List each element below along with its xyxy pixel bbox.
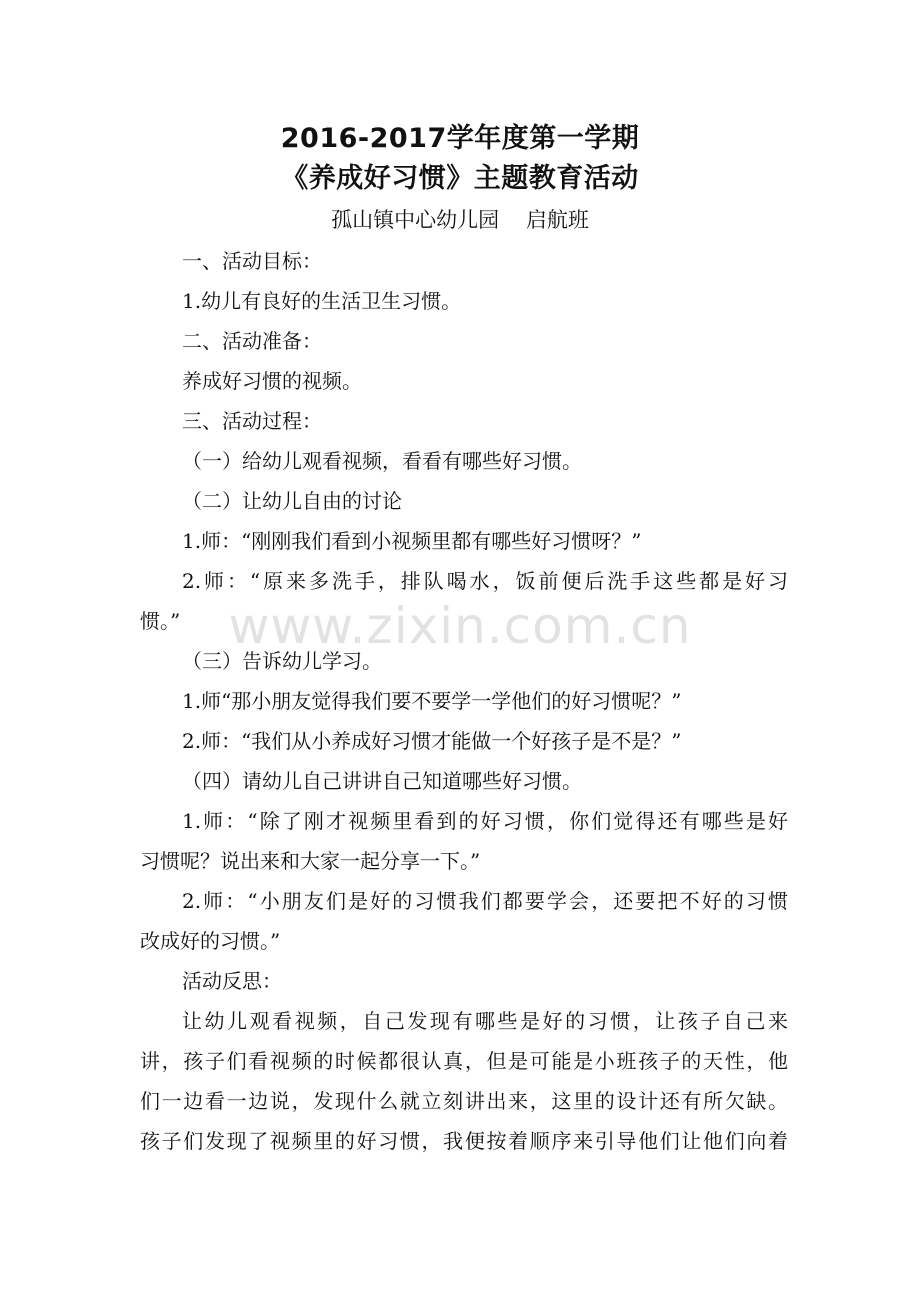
teacher-quote: 2.师：“小朋友们是好的习惯我们都要学会，还要把不好的习惯 xyxy=(182,889,788,913)
teacher-quote: 1.师：“除了刚才视频里看到的好习惯，你们觉得还有哪些是好 xyxy=(182,809,788,833)
preparation-item: 养成好习惯的视频。 xyxy=(182,369,362,393)
title-line-2: 《养成好习惯》主题教育活动 xyxy=(281,163,639,194)
reflection-paragraph-line: 让幼儿观看视频，自己发现有哪些是好的习惯，让孩子自己来 xyxy=(182,1009,788,1033)
process-step-3: （三）告诉幼儿学习。 xyxy=(182,649,382,673)
reflection-paragraph-line: 们一边看一边说，发现什么就立刻讲出来，这里的设计还有所欠缺。 xyxy=(140,1089,788,1113)
section-heading-reflection: 活动反思： xyxy=(182,969,282,993)
reflection-paragraph-line: 孩子们发现了视频里的好习惯，我便按着顺序来引导他们让他们向着 xyxy=(140,1129,788,1153)
reflection-paragraph-line: 讲，孩子们看视频的时候都很认真，但是可能是小班孩子的天性，他 xyxy=(140,1049,788,1073)
watermark: www.zixin.com.cn xyxy=(228,597,692,655)
teacher-quote: 1.师：“刚刚我们看到小视频里都有哪些好习惯呀？” xyxy=(182,529,642,553)
teacher-quote-continued: 改成好的习惯。” xyxy=(140,929,281,953)
goal-item: 1.幼儿有良好的生活卫生习惯。 xyxy=(182,289,462,313)
teacher-quote-continued: 习惯呢？说出来和大家一起分享一下。” xyxy=(140,849,481,873)
process-step-2: （二）让幼儿自由的讨论 xyxy=(182,489,402,513)
title-line-1: 2016-2017学年度第一学期 xyxy=(280,123,640,154)
section-heading-goals: 一、活动目标： xyxy=(182,249,322,273)
section-heading-process: 三、活动过程： xyxy=(182,409,322,433)
teacher-quote: 1.师“那小朋友觉得我们要不要学一学他们的好习惯呢？” xyxy=(182,689,682,713)
process-step-1: （一）给幼儿观看视频，看看有哪些好习惯。 xyxy=(182,449,582,473)
teacher-quote: 2.师：“原来多洗手，排队喝水，饭前便后洗手这些都是好习 xyxy=(182,569,788,593)
teacher-quote-continued: 惯。” xyxy=(140,609,181,633)
document-body xyxy=(140,241,788,1161)
process-step-4: （四）请幼儿自己讲讲自己知道哪些好习惯。 xyxy=(182,769,582,793)
section-heading-preparation: 二、活动准备： xyxy=(182,329,322,353)
subtitle-school-class: 孤山镇中心幼儿园 启航班 xyxy=(331,208,589,232)
teacher-quote: 2.师：“我们从小养成好习惯才能做一个好孩子是不是？” xyxy=(182,729,682,753)
